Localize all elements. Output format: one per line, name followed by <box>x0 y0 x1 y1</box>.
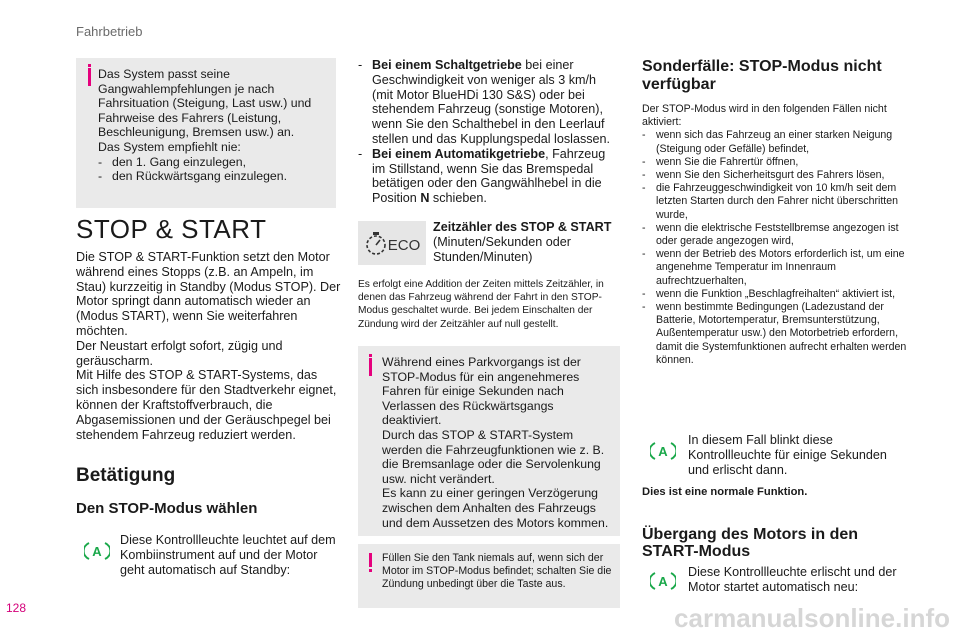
list-item: - wenn Sie die Fahrertür öffnen, <box>642 156 912 169</box>
paragraph: Mit Hilfe des STOP & START-Systems, das sich insbesondere für den Stadtverkehr eignet, können der Kraftstoffverbrauch, die Abgasemissionen und der Geräuschpegel bei stehendem Fahrzeug reduziert werden. <box>76 368 337 442</box>
list-item: - wenn bestimmte Bedingungen (Ladezustand der Batterie, Motortemperatur, Bremsunterstützung, Außentemperatur usw.) den Motorbetrieb erfordern, damit die Systemfunktionen aufrecht erhalten werden können. <box>642 301 912 367</box>
list-item: - wenn Sie den Sicherheitsgurt des Fahrers lösen, <box>642 169 912 182</box>
stop-mode-text: Diese Kontrollleuchte leuchtet auf dem Kombiinstrument auf und der Motor geht automatisch auf Standby: <box>120 533 336 577</box>
special-intro: Der STOP-Modus wird in den folgenden Fällen nicht aktiviert: <box>642 103 887 129</box>
normal-function-text: Dies ist eine normale Funktion. <box>642 486 808 498</box>
list-item: - wenn sich das Fahrzeug an einer starken Neigung (Steigung oder Gefälle) befindet, <box>642 129 912 155</box>
special-list <box>642 129 912 367</box>
note-box-gear-recommendation <box>76 58 336 208</box>
section-title: STOP & START <box>76 214 267 244</box>
list-item: - Bei einem Schaltgetriebe bei einer Geschwindigkeit von weniger als 3 km/h (mit Motor BlueHDi 130 S&S) oder bei stehendem Fahrzeug (sonstige Motoren), wenn Sie den Schalthebel in den Leerlauf stellen und das Kupplungspedal loslassen. <box>358 58 616 147</box>
list-item: - den Rückwärtsgang einzulegen. <box>98 169 330 184</box>
page-number: 128 <box>6 601 27 615</box>
indicator-a-icon-blink <box>650 440 676 467</box>
heading-special-cases: Sonderfälle: STOP-Modus nicht verfügbar <box>642 58 882 93</box>
warning-icon <box>369 553 372 567</box>
svg-text:ECO: ECO <box>387 237 421 254</box>
eco-stopwatch-icon <box>358 221 426 265</box>
info-icon-dot <box>88 64 91 67</box>
info-icon <box>88 68 91 86</box>
warning-box <box>358 544 620 608</box>
auto-stop-start-icon <box>650 440 676 462</box>
list-item: - wenn der Betrieb des Motors erforderlich ist, um eine angenehme Temperatur im Innenraum aufrechtzuerhalten, <box>642 248 912 288</box>
warning-icon-dot <box>369 569 372 572</box>
auto-stop-start-icon <box>650 570 676 592</box>
svg-text:A: A <box>92 544 102 559</box>
paragraph: Durch das STOP & START-System werden die Fahrzeugfunktionen wie z. B. die Bremsanlage oder die Servolenkung usw. nicht verändert. <box>382 427 605 486</box>
paragraph: Die STOP & START-Funktion setzt den Motor während eines Stopps (z.B. an Ampeln, im Stau) kurzzeitig in Standby (Modus STOP). Der Motor springt dann automatisch wieder an (Modus START), wenn Sie weiterfahren möchten. <box>76 250 341 338</box>
list-item: - wenn die Funktion „Beschlagfreihalten“ aktiviert ist, <box>642 288 912 301</box>
warning-text: Füllen Sie den Tank niemals auf, wenn sich der Motor im STOP-Modus befindet; schalten Sie die Zündung unbedingt über die Taste aus. <box>382 552 612 591</box>
paragraph: Während eines Parkvorgangs ist der STOP-Modus für ein angenehmeres Fahren für einige Sekunden nach Verlassen des Rückwärtsgangs deaktiviert. <box>382 355 581 428</box>
info-icon-dot <box>369 354 372 357</box>
paragraph: Der Neustart erfolgt sofort, zügig und geräuscharm. <box>76 338 283 368</box>
auto-stop-start-icon <box>84 540 110 562</box>
info-icon <box>369 358 372 376</box>
counter-heading <box>433 220 618 264</box>
counter-title: Zeitzähler des STOP & START <box>433 220 612 234</box>
start-mode-text: Diese Kontrollleuchte erlischt und der Motor startet automatisch neu: <box>688 565 897 594</box>
heading-betaetigung: Betätigung <box>76 465 176 486</box>
svg-text:A: A <box>658 574 668 589</box>
list-item: - wenn die elektrische Feststellbremse angezogen ist oder gerade angezogen wird, <box>642 222 912 248</box>
counter-subtitle: (Minuten/Sekunden oder Stunden/Minuten) <box>433 234 571 264</box>
note-subtitle: Das System empfiehlt nie: <box>98 139 241 154</box>
paragraph: Es kann zu einer geringen Verzögerung zwischen dem Anhalten des Fahrzeugs und dem Aussetzen des Motors kommen. <box>382 486 609 530</box>
svg-text:A: A <box>658 444 668 459</box>
eco-counter-icon-box <box>358 221 426 265</box>
intro-text <box>76 250 342 442</box>
watermark: carmanualsonline.info <box>674 603 950 633</box>
blink-text: In diesem Fall blinkt diese Kontrollleuchte für einige Sekunden und erlischt dann. <box>688 433 887 477</box>
heading-stop-mode: Den STOP-Modus wählen <box>76 500 258 517</box>
running-head: Fahrbetrieb <box>76 24 143 39</box>
heading-start-mode: Übergang des Motors in den START-Modus <box>642 526 859 560</box>
special-cases-text <box>642 103 912 367</box>
list-item: - den 1. Gang einzulegen, <box>98 155 330 170</box>
list-item: - Bei einem Automatikgetriebe, Fahrzeug im Stillstand, wenn Sie das Bremspedal betätigen oder den Gangwählhebel in die Position N schieben. <box>358 147 616 206</box>
note-box-parking <box>358 346 620 536</box>
indicator-a-icon-start <box>650 570 676 597</box>
gearbox-list <box>358 58 616 206</box>
note-list <box>98 155 330 184</box>
indicator-a-icon <box>84 540 110 567</box>
list-item: - die Fahrzeuggeschwindigkeit von 10 km/h seit dem letzten Starten durch den Fahrer nicht überschritten wurde, <box>642 182 912 222</box>
note-text: Das System passt seine Gangwahlempfehlungen je nach Fahrsituation (Steigung, Last usw.) und Fahrweise des Fahrers (Leistung, Beschleunigung, Bremsen usw.) an. <box>98 67 312 140</box>
counter-note: Es erfolgt eine Addition der Zeiten mittels Zeitzähler, in denen das Fahrzeug während der Fahrt in den STOP-Modus geschaltet wurde. Bei jedem Einschalten der Zündung wird der Zeitzähler auf null gestellt. <box>358 279 604 330</box>
